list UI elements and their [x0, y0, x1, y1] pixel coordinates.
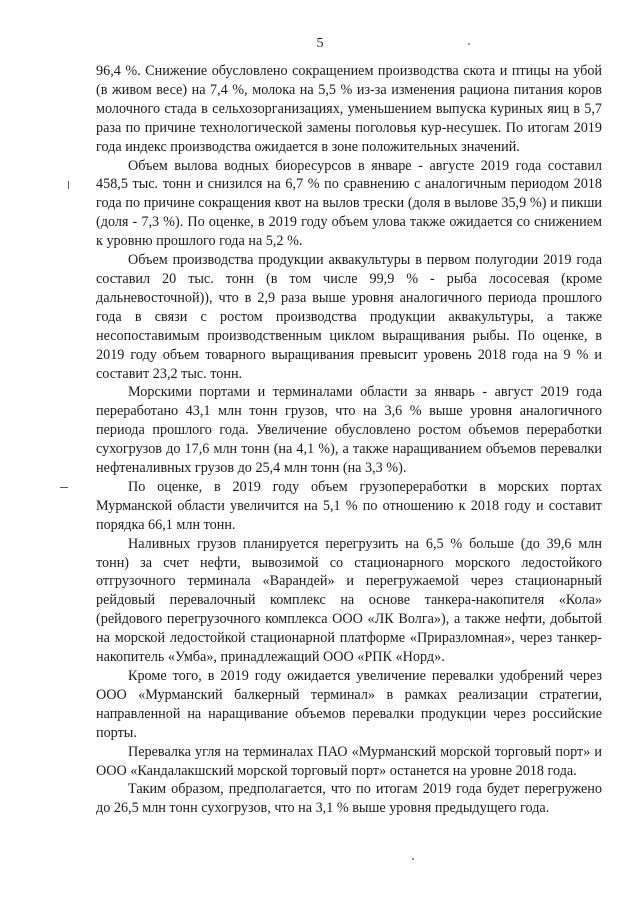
margin-mark	[60, 487, 68, 488]
paragraph-fertilizer: Кроме того, в 2019 году ожидается увеличение перевалки удобрений через ООО «Мурманский балкерный терминал» в рамках реализации стратегии, направленной на наращивание объемов перевалки продукции через российские порты.	[96, 668, 602, 741]
paragraph-liquid-cargo: Наливных грузов планируется перегрузить на 6,5 % больше (до 39,6 млн тонн) за счет нефти, вывозимой со стационарного морского ледостойкого отгрузочного терминала «Варандей» и перегружаемой через стационарный рейдовый перевалочный комплекс на основе танкера-накопителя «Кола» (рейдового перегрузочного комплекса ООО «ЛК Волга»), а также нефти, добытой на морской ледостойкой стационарной платформе «Приразломная», через танкер-накопитель «Умба», принадлежащий ООО «РПК «Норд».	[96, 535, 602, 666]
margin-mark	[68, 181, 69, 189]
scan-speck	[468, 43, 470, 45]
page-number: 5	[316, 36, 324, 51]
document-body	[96, 62, 602, 818]
scan-speck	[412, 858, 414, 860]
paragraph-livestock-output: 96,4 %. Снижение обусловлено сокращением производства скота и птицы на убой (в живом весе) на 7,4 %, молока на 5,5 % из-за изменения рациона питания коров молочного стада в сельхозорганизациях, уменьшением выпуска куриных яиц в 5,7 раза по причине технологической замены поголовья кур-несушек. По итогам 2019 года индекс производства ожидается в зоне положительных значений.	[96, 63, 602, 155]
paragraph-port-forecast: По оценке, в 2019 году объем грузопереработки в морских портах Мурманской области увеличится на 5,1 % по отношению к 2018 году и составит порядка 66,1 млн тонн.	[96, 478, 602, 533]
paragraph-coal: Перевалка угля на терминалах ПАО «Мурманский морской торговый порт» и ООО «Кандалакшский морской торговый порт» останется на уровне 2018 года.	[96, 743, 602, 779]
paragraph-fish-catch: Объем вылова водных биоресурсов в январе - августе 2019 года составил 458,5 тыс. тонн и снизился на 6,7 % по сравнению с аналогичным периодом 2018 года по причине сокращения квот на вылов трески (доля в вылове 35,9 %) и пикши (доля - 7,3 %). По оценке, в 2019 году объем улова также ожидается со снижением к уровню прошлого года на 5,2 %.	[96, 157, 602, 250]
paragraph-aquaculture: Объем производства продукции аквакультуры в первом полугодии 2019 года составил 20 тыс. тонн (в том числе 99,9 % - рыба лососевая (кроме дальневосточной)), что в 2,9 раза выше уровня аналогичного периода прошлого года в связи с ростом производства продукции аквакультуры, а также несопоставимым производственным циклом выращивания рыбы. По оценке, в 2019 году объем товарного выращивания превысит уровень 2018 года на 9 % и составит 23,2 тыс. тонн.	[96, 252, 602, 382]
paragraph-dry-cargo-summary: Таким образом, предполагается, что по итогам 2019 года будет перегружено до 26,5 млн тонн сухогрузов, что на 3,1 % выше уровня предыдущего года.	[96, 781, 602, 817]
paragraph-port-throughput: Морскими портами и терминалами области за январь - август 2019 года переработано 43,1 млн тонн грузов, что на 3,6 % выше уровня аналогичного периода прошлого года. Увеличение обусловлено ростом объемов переработки сухогрузов до 17,6 млн тонн (на 4,1 %), а также наращиванием объемов перевалки нефтеналивных грузов до 25,4 млн тонн (на 3,3 %).	[96, 384, 602, 477]
